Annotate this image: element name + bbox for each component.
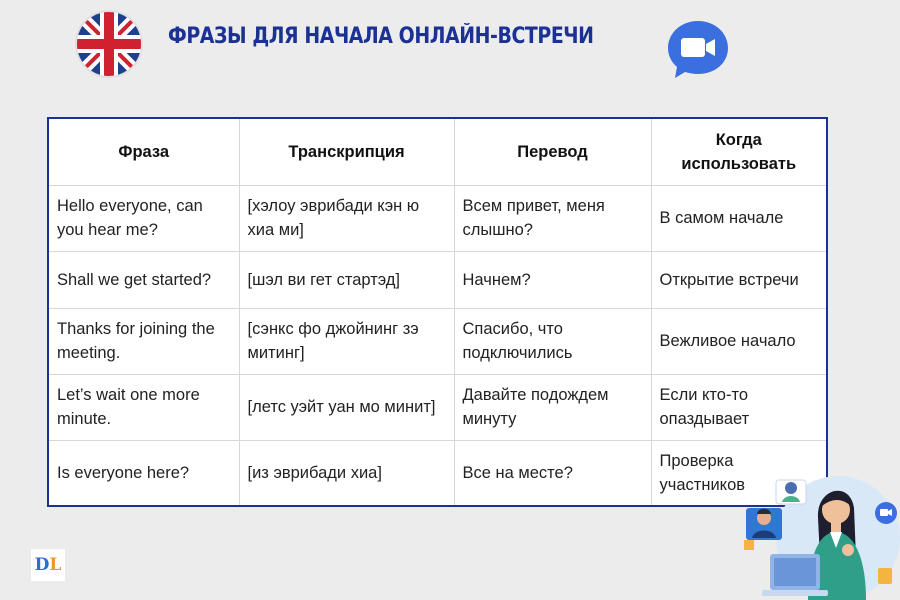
page-title: ФРАЗЫ ДЛЯ НАЧАЛА ОНЛАЙН-ВСТРЕЧИ	[168, 24, 594, 49]
transcription-cell: [сэнкс фо джойнинг зэ митинг]	[239, 308, 454, 374]
table-row	[49, 440, 826, 505]
dl-logo	[31, 549, 65, 581]
translation-cell: Начнем?	[454, 251, 651, 308]
column-header: Фраза	[49, 119, 239, 185]
phrases-table	[47, 117, 828, 507]
logo-letter-l: L	[49, 555, 62, 575]
usage-cell: Открытие встречи	[651, 251, 826, 308]
logo-letter-d: D	[34, 555, 50, 575]
usage-cell: Вежливое начало	[651, 308, 826, 374]
phrase-cell: Shall we get started?	[49, 251, 239, 308]
phrase-cell: Thanks for joining the meeting.	[49, 308, 239, 374]
table-row	[49, 308, 826, 374]
translation-cell: Всем привет, меня слышно?	[454, 185, 651, 251]
table-header-row	[49, 119, 826, 185]
table-row	[49, 185, 826, 251]
translation-cell: Спасибо, что подключились	[454, 308, 651, 374]
phrase-cell: Let’s wait one more minute.	[49, 374, 239, 440]
table-row	[49, 374, 826, 440]
phrase-cell: Is everyone here?	[49, 440, 239, 505]
column-header: Перевод	[454, 119, 651, 185]
online-meeting-illustration	[738, 458, 900, 600]
uk-flag-icon	[74, 9, 144, 79]
column-header: Когда использовать	[651, 119, 826, 185]
phrase-cell: Hello everyone, can you hear me?	[49, 185, 239, 251]
usage-cell: Проверка участников	[651, 440, 826, 505]
translation-cell: Давайте подождем минуту	[454, 374, 651, 440]
transcription-cell: [летс уэйт уан мо минит]	[239, 374, 454, 440]
transcription-cell: [шэл ви гет стартэд]	[239, 251, 454, 308]
column-header: Транскрипция	[239, 119, 454, 185]
table-row	[49, 251, 826, 308]
transcription-cell: [из эврибади хиа]	[239, 440, 454, 505]
usage-cell: Если кто-то опаздывает	[651, 374, 826, 440]
transcription-cell: [хэлоу эврибади кэн ю хиа ми]	[239, 185, 454, 251]
usage-cell: В самом начале	[651, 185, 826, 251]
video-camera-icon	[665, 18, 731, 80]
translation-cell: Все на месте?	[454, 440, 651, 505]
